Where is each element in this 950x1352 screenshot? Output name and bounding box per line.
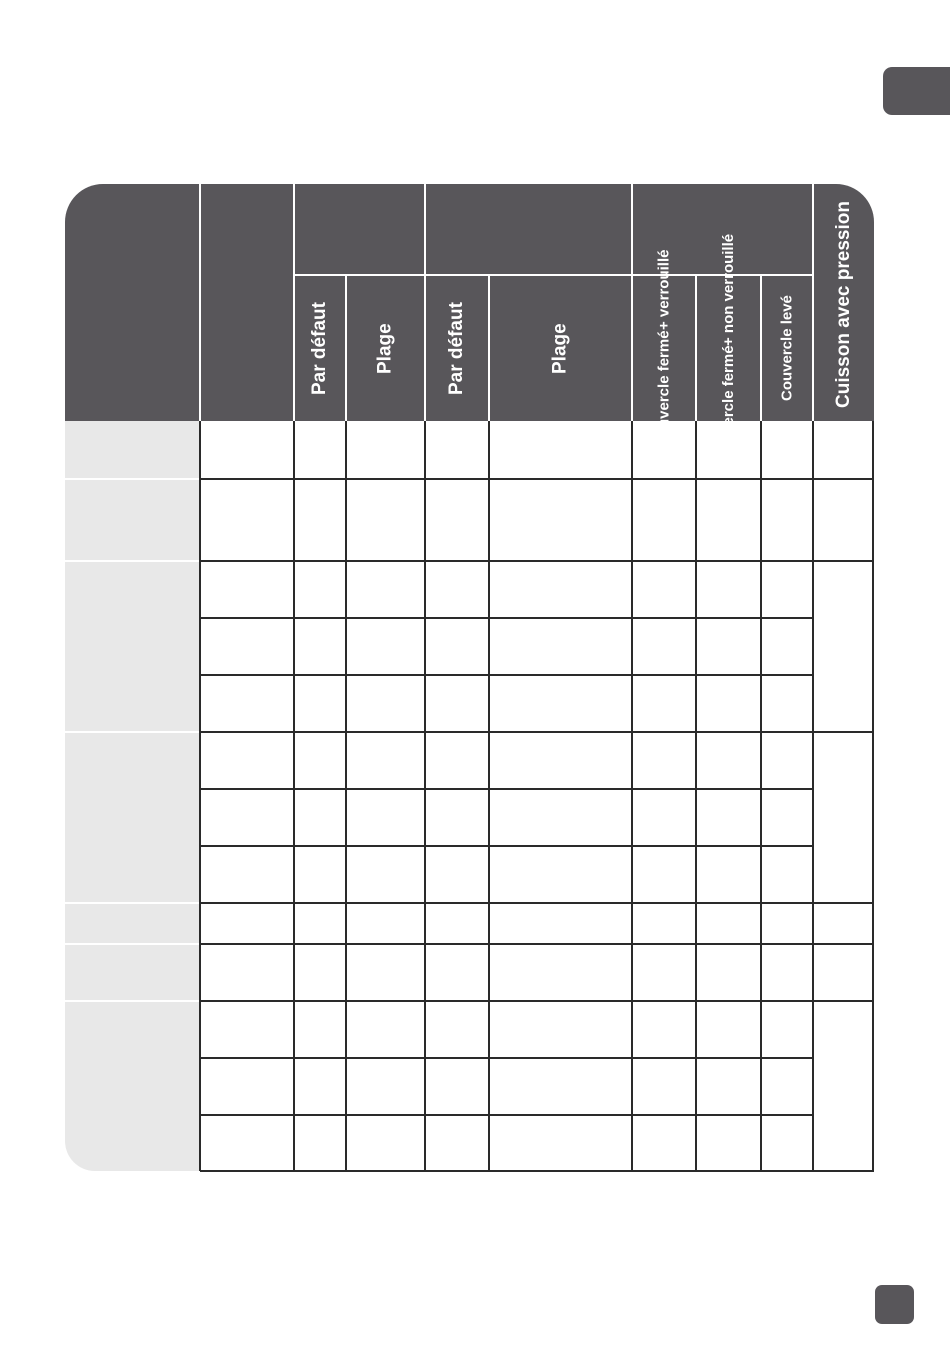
header-lid-closed-locked: Couvercle fermé + verrouillé	[655, 249, 673, 448]
header-range-2: Plage	[549, 323, 571, 374]
header-lid-open: Couvercle levé	[778, 295, 796, 402]
header-lid-closed-unlocked: Couvercle fermé + non verrouillé	[719, 233, 737, 464]
header-default-1: Par défaut	[309, 302, 331, 395]
header-default-2: Par défaut	[446, 302, 468, 395]
row-label-column	[65, 421, 200, 1171]
header-pressure-cooking: Cuisson avec pression	[833, 201, 855, 409]
header-range-1: Plage	[374, 323, 396, 374]
